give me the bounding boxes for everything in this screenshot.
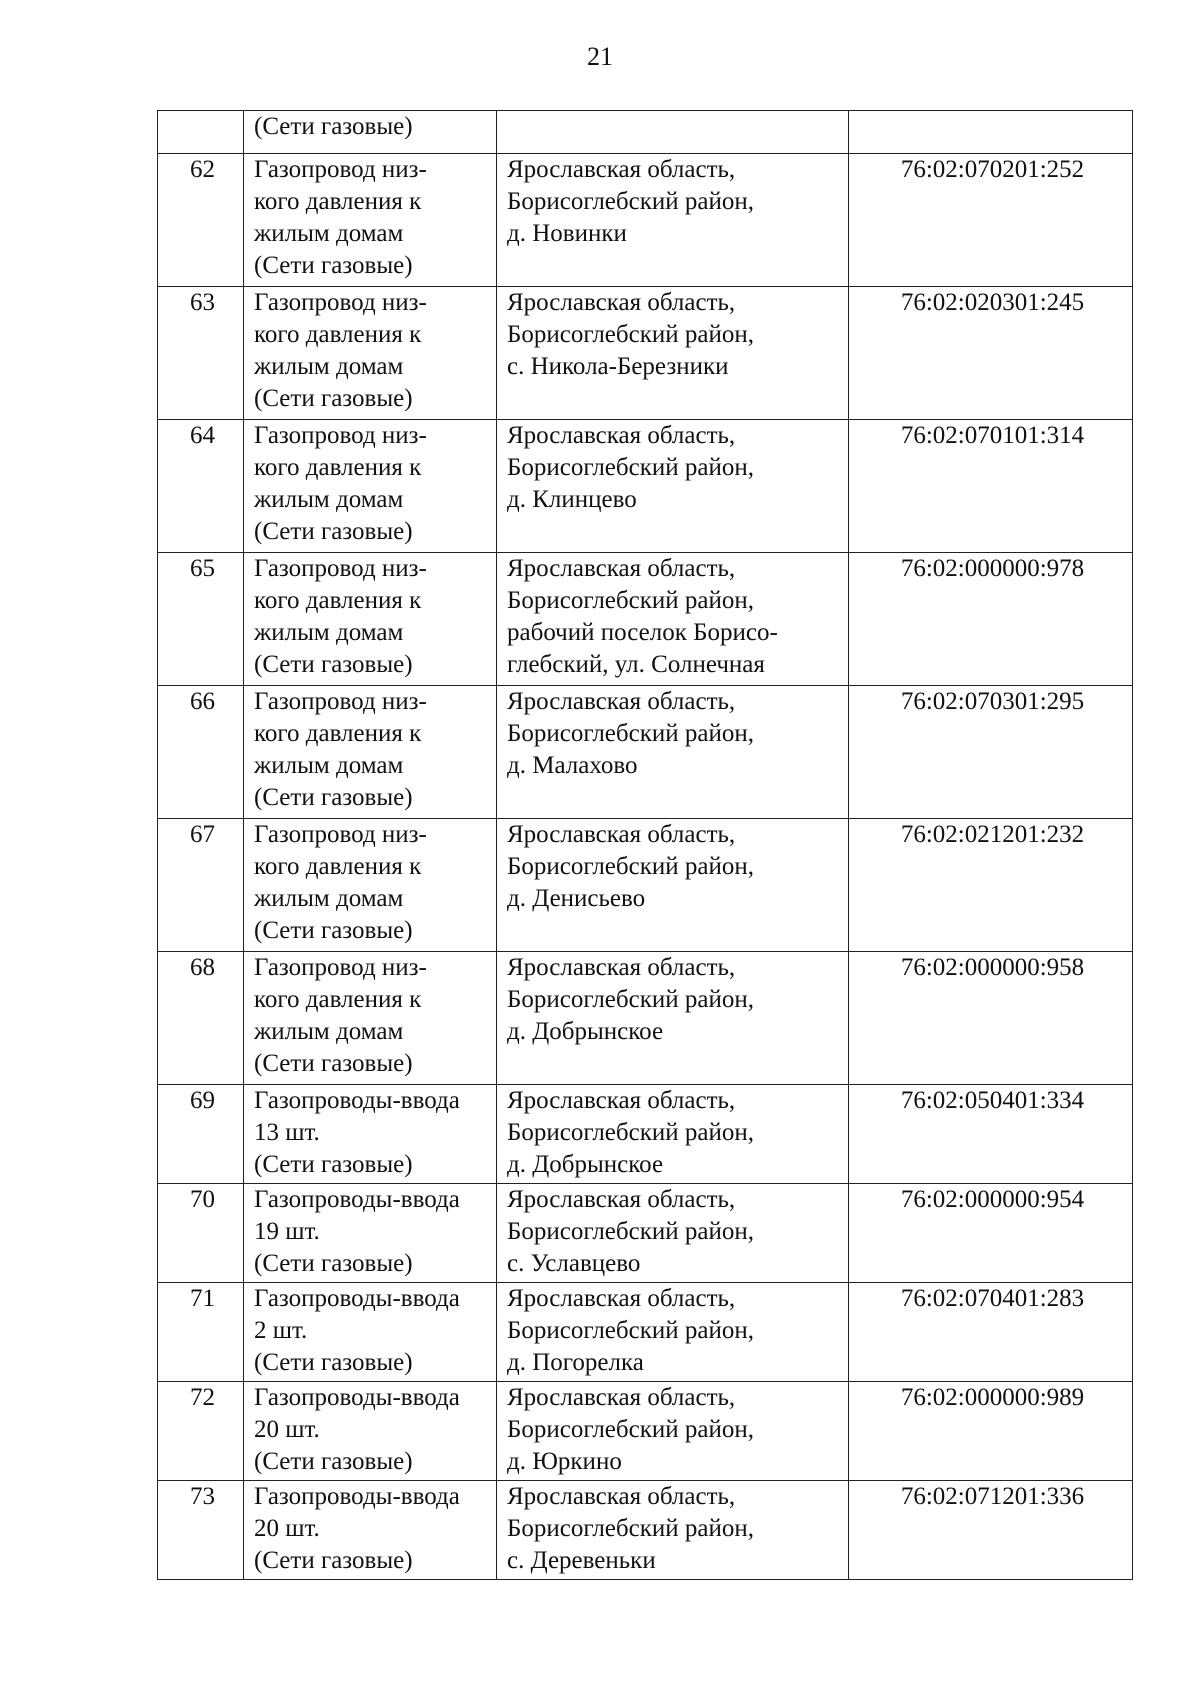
registry-table [157,110,1133,1580]
row-number-cell: 67 [158,819,244,952]
table-row [158,1382,1133,1481]
row-number-cell: 70 [158,1184,244,1283]
cadastral-number-cell: 76:02:021201:232 [849,819,1133,952]
address-cell: Ярославская область, Борисоглебский район, д. Новинки [497,154,849,287]
table-row [158,1481,1133,1580]
address-cell: Ярославская область, Борисоглебский район, д. Добрынское [497,1085,849,1184]
row-number-cell [158,111,244,154]
address-cell: Ярославская область, Борисоглебский район, с. Никола-Березники [497,287,849,420]
row-number-cell: 62 [158,154,244,287]
address-cell: Ярославская область, Борисоглебский район, рабочий поселок Борисо- глебский, ул. Солнечная [497,553,849,686]
row-number-cell: 65 [158,553,244,686]
address-cell: Ярославская область, Борисоглебский район, с. Деревеньки [497,1481,849,1580]
cadastral-number-cell: 76:02:070101:314 [849,420,1133,553]
object-name-cell: Газопроводы-ввода 13 шт. (Сети газовые) [244,1085,497,1184]
row-number-cell: 69 [158,1085,244,1184]
table-row [158,819,1133,952]
object-name-cell: Газопровод низ- кого давления к жилым домам (Сети газовые) [244,553,497,686]
object-name-cell: Газопровод низ- кого давления к жилым домам (Сети газовые) [244,420,497,553]
address-cell: Ярославская область, Борисоглебский район, д. Добрынское [497,952,849,1085]
address-cell: Ярославская область, Борисоглебский район, д. Малахово [497,686,849,819]
object-name-cell: Газопровод низ- кого давления к жилым домам (Сети газовые) [244,154,497,287]
object-name-cell: Газопровод низ- кого давления к жилым домам (Сети газовые) [244,952,497,1085]
row-number-cell: 71 [158,1283,244,1382]
cadastral-number-cell: 76:02:000000:978 [849,553,1133,686]
table-row [158,1085,1133,1184]
row-number-cell: 66 [158,686,244,819]
address-cell: Ярославская область, Борисоглебский район, с. Уславцево [497,1184,849,1283]
address-cell: Ярославская область, Борисоглебский район, д. Погорелка [497,1283,849,1382]
row-number-cell: 73 [158,1481,244,1580]
address-cell: Ярославская область, Борисоглебский район, д. Клинцево [497,420,849,553]
object-name-cell: Газопроводы-ввода 20 шт. (Сети газовые) [244,1382,497,1481]
address-cell [497,111,849,154]
cadastral-number-cell: 76:02:050401:334 [849,1085,1133,1184]
cadastral-number-cell: 76:02:000000:954 [849,1184,1133,1283]
row-number-cell: 72 [158,1382,244,1481]
cadastral-number-cell: 76:02:020301:245 [849,287,1133,420]
table-row-continuation [158,111,1133,154]
address-cell: Ярославская область, Борисоглебский район, д. Денисьево [497,819,849,952]
cadastral-number-cell: 76:02:070401:283 [849,1283,1133,1382]
table-row [158,686,1133,819]
object-name-cell: Газопровод низ- кого давления к жилым домам (Сети газовые) [244,819,497,952]
row-number-cell: 63 [158,287,244,420]
cadastral-number-cell: 76:02:070301:295 [849,686,1133,819]
table-row [158,952,1133,1085]
cadastral-number-cell: 76:02:070201:252 [849,154,1133,287]
table-row [158,553,1133,686]
object-name-cell: Газопровод низ- кого давления к жилым домам (Сети газовые) [244,686,497,819]
address-cell: Ярославская область, Борисоглебский район, д. Юркино [497,1382,849,1481]
table-row [158,287,1133,420]
cadastral-number-cell: 76:02:000000:958 [849,952,1133,1085]
cadastral-number-cell [849,111,1133,154]
row-number-cell: 68 [158,952,244,1085]
table-row [158,420,1133,553]
cadastral-number-cell: 76:02:000000:989 [849,1382,1133,1481]
object-name-cell: (Сети газовые) [244,111,497,154]
cadastral-number-cell: 76:02:071201:336 [849,1481,1133,1580]
object-name-cell: Газопроводы-ввода 19 шт. (Сети газовые) [244,1184,497,1283]
table-row [158,1184,1133,1283]
page-number: 21 [587,42,613,71]
object-name-cell: Газопроводы-ввода 2 шт. (Сети газовые) [244,1283,497,1382]
row-number-cell: 64 [158,420,244,553]
object-name-cell: Газопроводы-ввода 20 шт. (Сети газовые) [244,1481,497,1580]
table-row [158,154,1133,287]
table-row [158,1283,1133,1382]
object-name-cell: Газопровод низ- кого давления к жилым домам (Сети газовые) [244,287,497,420]
